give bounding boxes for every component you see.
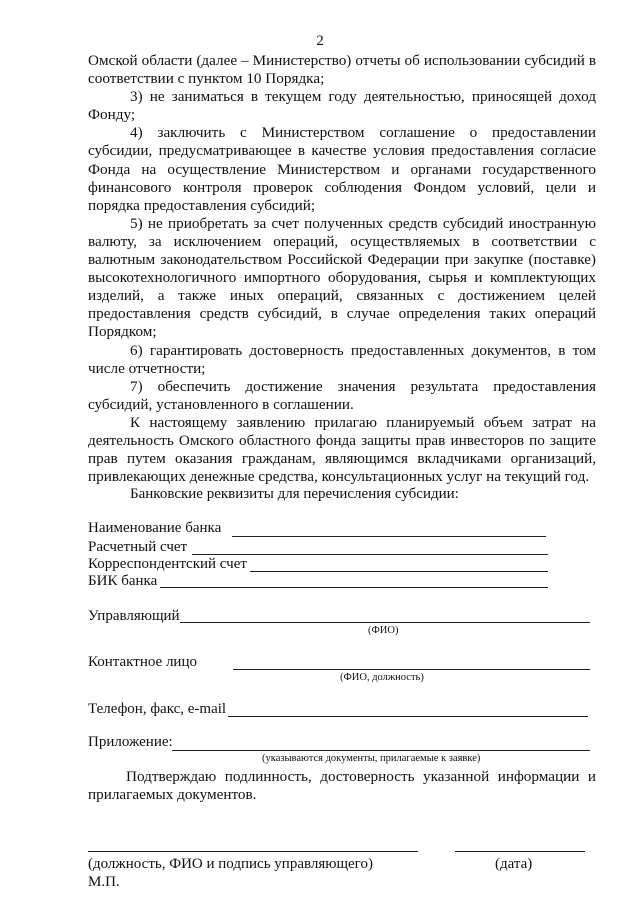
phone-field[interactable] <box>228 716 588 717</box>
contact-label: Контактное лицо <box>88 654 197 670</box>
attachment-field[interactable] <box>172 750 590 751</box>
attachment-label: Приложение: <box>88 734 173 750</box>
paragraph-3: 4) заключить с Министерством соглашение о предоставлении субсидии, предусматривающее в качестве условия предоставления согласие Фонда на осуществление Министерством и органами государственного финансового контроля проверок соблюдения Фондом условий, цели и порядка предоставления субсидий; <box>88 124 596 214</box>
account-label: Расчетный счет <box>88 539 188 555</box>
paragraph-4: 5) не приобретать за счет полученных средств субсидий иностранную валюту, за исключением операций, осуществляемых в соответствии с валютным законодательством Российской Федерации при закупке (поставке) высокотехнологичного импортного оборудования, сырья и комплектующих изделий, а также иных операций, связанных с достижением целей предоставления средств субсидий, в случае определения таких операций Порядком; <box>88 214 596 341</box>
date-line[interactable] <box>455 851 585 852</box>
corr-account-field[interactable] <box>250 571 548 572</box>
account-field[interactable] <box>192 554 548 555</box>
body-text <box>88 52 596 486</box>
bank-name-field[interactable] <box>232 536 546 537</box>
bank-heading: Банковские реквизиты для перечисления субсидии: <box>130 486 459 502</box>
manager-field[interactable] <box>180 622 590 623</box>
contact-caption: (ФИО, должность) <box>340 672 424 683</box>
paragraph-2: 3) не заниматься в текущем году деятельностью, приносящей доход Фонду; <box>88 88 596 124</box>
bank-name-label: Наименование банка <box>88 520 222 536</box>
confirmation-paragraph: Подтверждаю подлинность, достоверность указанной информации и прилагаемых документов. <box>88 768 596 803</box>
confirmation-text <box>88 768 596 804</box>
date-caption: (дата) <box>495 856 533 872</box>
phone-label: Телефон, факс, e-mail <box>88 701 227 717</box>
bik-field[interactable] <box>160 587 548 588</box>
contact-field[interactable] <box>233 669 590 670</box>
page-number: 2 <box>316 33 324 49</box>
bik-label: БИК банка <box>88 573 158 589</box>
manager-caption: (ФИО) <box>368 625 399 636</box>
corr-account-label: Корреспондентский счет <box>88 556 247 572</box>
paragraph-7: К настоящему заявлению прилагаю планируемый объем затрат на деятельность Омского областного фонда защиты прав инвесторов по защите прав путем оказания гражданам, являющимся вкладчиками организаций, привлекающих денежные средства, консультационных услуг на текущий год. <box>88 413 596 486</box>
signature-line[interactable] <box>88 851 418 852</box>
paragraph-1: Омской области (далее – Министерство) отчеты об использовании субсидий в соответствии с пунктом 10 Порядка; <box>88 52 596 88</box>
stamp-label: М.П. <box>88 874 120 890</box>
manager-label: Управляющий <box>88 608 180 624</box>
paragraph-5: 6) гарантировать достоверность предоставленных документов, в том числе отчетности; <box>88 341 596 377</box>
signature-caption: (должность, ФИО и подпись управляющего) <box>88 856 373 872</box>
attachment-caption: (указываются документы, прилагаемые к заявке) <box>262 753 481 764</box>
paragraph-6: 7) обеспечить достижение значения результата предоставления субсидий, установленного в соглашении. <box>88 377 596 413</box>
